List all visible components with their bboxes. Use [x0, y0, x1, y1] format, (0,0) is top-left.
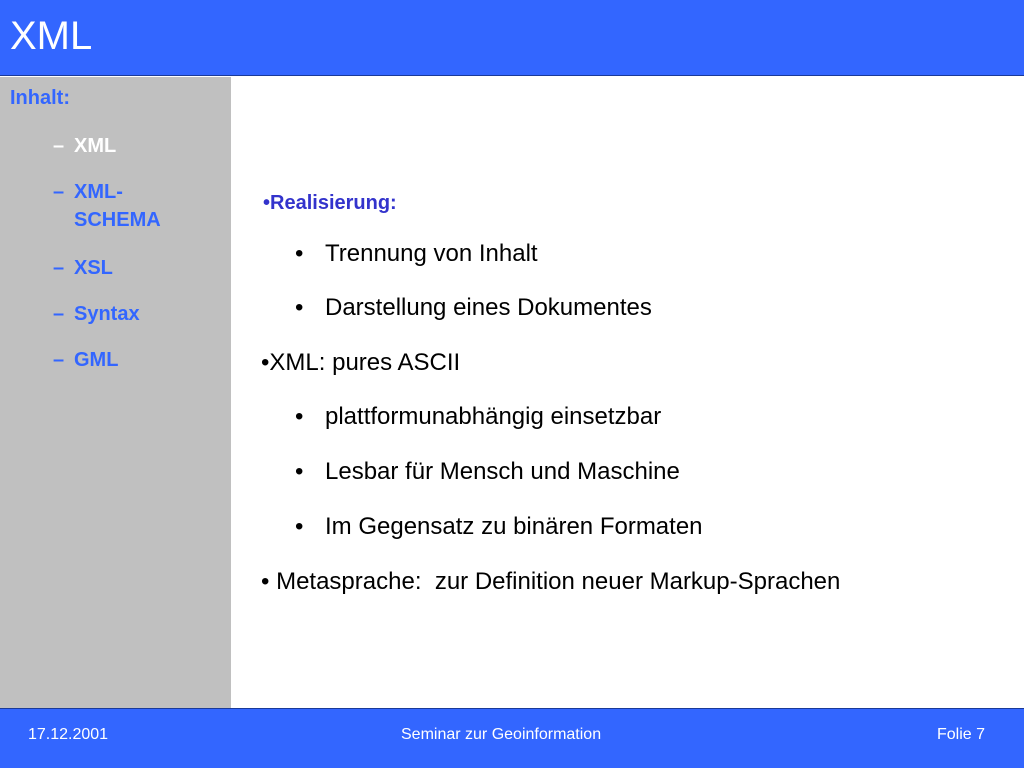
bullet-icon: •	[263, 192, 271, 214]
bullet-text: Darstellung eines Dokumentes	[325, 294, 652, 321]
sub-bullet	[295, 403, 661, 431]
slide-title: XML	[10, 14, 93, 58]
bullet-icon: •	[295, 458, 304, 485]
sidebar-item-xsl[interactable]	[53, 254, 214, 282]
nav-dash: –	[53, 349, 65, 371]
sidebar-item-syntax[interactable]	[53, 300, 214, 328]
bullet-icon: •	[261, 568, 270, 595]
sidebar-item-label: XML-SCHEMA	[74, 181, 161, 231]
bullet-text: Im Gegensatz zu binären Formaten	[325, 513, 703, 540]
bullet-item	[261, 349, 460, 377]
bullet-text: XML: pures ASCII	[269, 349, 461, 376]
slide-number: Folie 7	[937, 726, 986, 743]
sidebar-item-label: XML	[74, 135, 117, 157]
sidebar-item-xml[interactable]	[53, 132, 214, 160]
nav-dash: –	[53, 257, 65, 279]
bullet-text: Metasprache: zur Definition neuer Markup-Sprachen	[269, 568, 841, 595]
bullet-icon: •	[295, 294, 304, 321]
nav-dash: –	[53, 181, 65, 203]
sidebar-item-label: Syntax	[74, 303, 140, 325]
slide-footer	[0, 708, 1024, 768]
bullet-text: plattformunabhängig einsetzbar	[325, 403, 662, 430]
sub-bullet	[295, 240, 538, 268]
sidebar-item-xml-schema[interactable]	[53, 178, 194, 234]
sidebar-heading: Inhalt:	[10, 87, 70, 109]
footer-date: 17.12.2001	[28, 726, 109, 743]
bullet-text: Lesbar für Mensch und Maschine	[325, 458, 680, 485]
sub-bullet	[295, 294, 652, 322]
bullet-icon: •	[261, 349, 270, 376]
slide-content	[231, 77, 1024, 708]
nav-dash: –	[53, 135, 65, 157]
bullet-heading	[263, 189, 397, 217]
sidebar-item-label: XSL	[74, 257, 113, 279]
bullet-icon: •	[295, 403, 304, 430]
bullet-item	[261, 568, 840, 596]
sidebar-item-label: GML	[74, 349, 119, 371]
slide-header	[0, 0, 1024, 76]
bullet-text: Trennung von Inhalt	[325, 240, 538, 267]
bullet-icon: •	[295, 240, 304, 267]
footer-title: Seminar zur Geoinformation	[401, 726, 602, 743]
sidebar	[0, 77, 231, 708]
bullet-text: Realisierung:	[270, 192, 397, 214]
sub-bullet	[295, 458, 680, 486]
bullet-icon: •	[295, 513, 304, 540]
sub-bullet	[295, 513, 703, 541]
nav-dash: –	[53, 303, 65, 325]
sidebar-item-gml[interactable]	[53, 346, 214, 374]
